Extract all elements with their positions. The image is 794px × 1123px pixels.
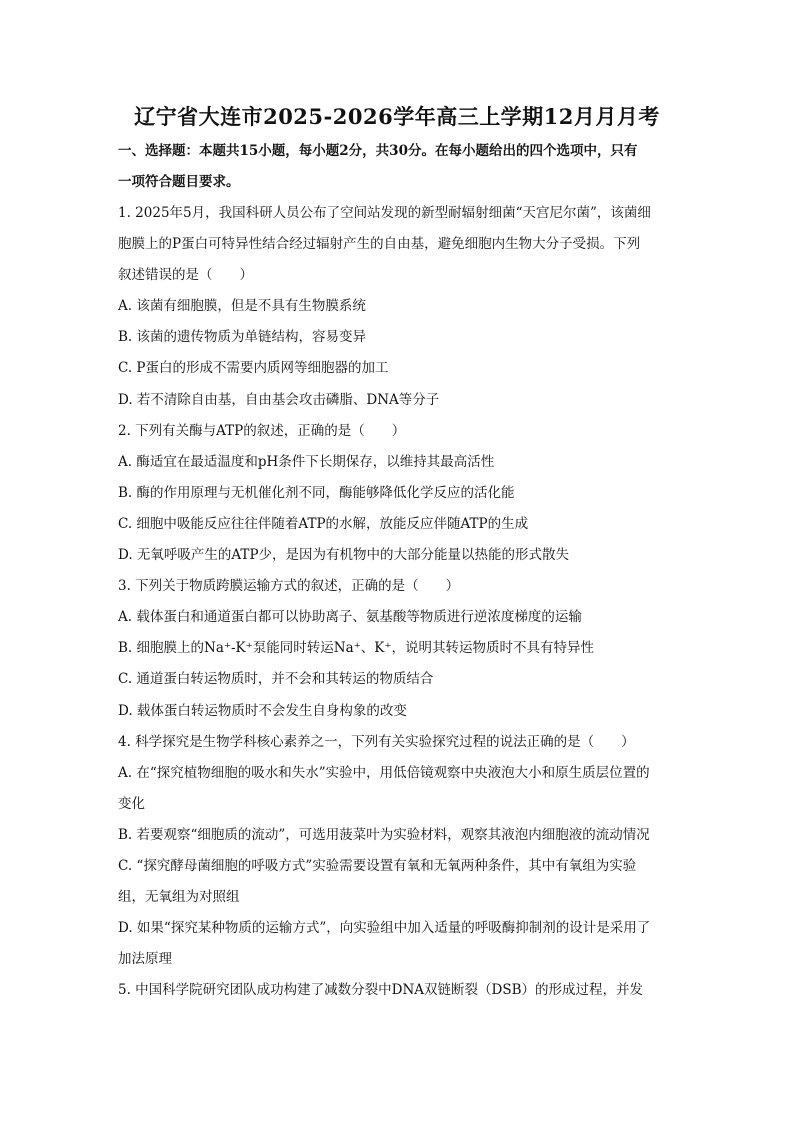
- option-d: D. 如果“探究某种物质的运输方式”，向实验组中加入适量的呼吸酶抑制剂的设计是采用了: [118, 920, 651, 937]
- option-d: D. 载体蛋白转运物质时不会发生自身构象的改变: [118, 702, 407, 719]
- option-a: A. 在“探究植物细胞的吸水和失水”实验中，用低倍镜观察中央液泡大小和原生质层位置的: [118, 764, 650, 781]
- option-d: D. 若不清除自由基，自由基会攻击磷脂、DNA等分子: [118, 391, 440, 408]
- question-5: [118, 975, 676, 1006]
- question-3: [118, 571, 676, 726]
- option-c: C. 通道蛋白转运物质时，并不会和其转运的物质结合: [118, 671, 434, 688]
- question-stem-line: 1. 2025年5月，我国科研人员公布了空间站发现的新型耐辐射细菌“天宫尼尔菌”，该菌细: [118, 205, 651, 221]
- question-stem-line: 3. 下列关于物质跨膜运输方式的叙述，正确的是（ ）: [118, 578, 460, 595]
- option-b: B. 若要观察“细胞质的流动”，可选用菠菜叶为实验材料，观察其液泡内细胞液的流动情况: [118, 826, 650, 843]
- exam-title: 辽宁省大连市2025-2026学年高三上学期12月月月考: [134, 104, 660, 129]
- option-a: A. 载体蛋白和通道蛋白都可以协助离子、氨基酸等物质进行逆浓度梯度的运输: [118, 609, 582, 626]
- option-c: C. 细胞中吸能反应往往伴随着ATP的水解，放能反应伴随ATP的生成: [118, 515, 529, 532]
- question-stem-line: 4. 科学探究是生物学科核心素养之一，下列有关实验探究过程的说法正确的是（ ）: [118, 733, 635, 750]
- question-1: [118, 198, 676, 416]
- question-4: [118, 727, 676, 976]
- option-a: A. 该菌有细胞膜，但是不具有生物膜系统: [118, 298, 366, 315]
- option-d: D. 无氧呼吸产生的ATP少，是因为有机物中的大部分能量以热能的形式散失: [118, 547, 570, 564]
- option-b: B. 细胞膜上的Na⁺-K⁺泵能同时转运Na⁺、K⁺，说明其转运物质时不具有特异性: [118, 640, 594, 657]
- option-b: B. 该菌的遗传物质为单链结构，容易变异: [118, 329, 367, 346]
- question-2: [118, 416, 676, 571]
- question-stem-line: 2. 下列有关酶与ATP的叙述，正确的是（ ）: [118, 422, 406, 439]
- section-heading-line-1: 一、选择题：本题共15小题，每小题2分，共30分。在每小题给出的四个选项中，只有: [118, 143, 638, 159]
- section-heading-line-2: 一项符合题目要求。: [118, 174, 240, 190]
- option-c: C. “探究酵母菌细胞的呼吸方式”实验需要设置有氧和无氧两种条件，其中有氧组为实验: [118, 857, 637, 874]
- option-c-continued: 组，无氧组为对照组: [118, 889, 240, 906]
- option-a: A. 酶适宜在最适温度和pH条件下长期保存，以维持其最高活性: [118, 453, 495, 470]
- question-stem-line: 5. 中国科学院研究团队成功构建了减数分裂中DNA双链断裂（DSB）的形成过程，并发: [118, 982, 644, 999]
- question-stem-line: 胞膜上的P蛋白可特异性结合经过辐射产生的自由基，避免细胞内生物大分子受损。下列: [118, 236, 641, 253]
- question-stem-line: 叙述错误的是（ ）: [118, 267, 253, 284]
- option-c: C. P蛋白的形成不需要内质网等细胞器的加工: [118, 360, 389, 377]
- option-d-continued: 加法原理: [118, 951, 172, 968]
- option-a-continued: 变化: [118, 795, 145, 812]
- option-b: B. 酶的作用原理与无机催化剂不同，酶能够降低化学反应的活化能: [118, 484, 515, 501]
